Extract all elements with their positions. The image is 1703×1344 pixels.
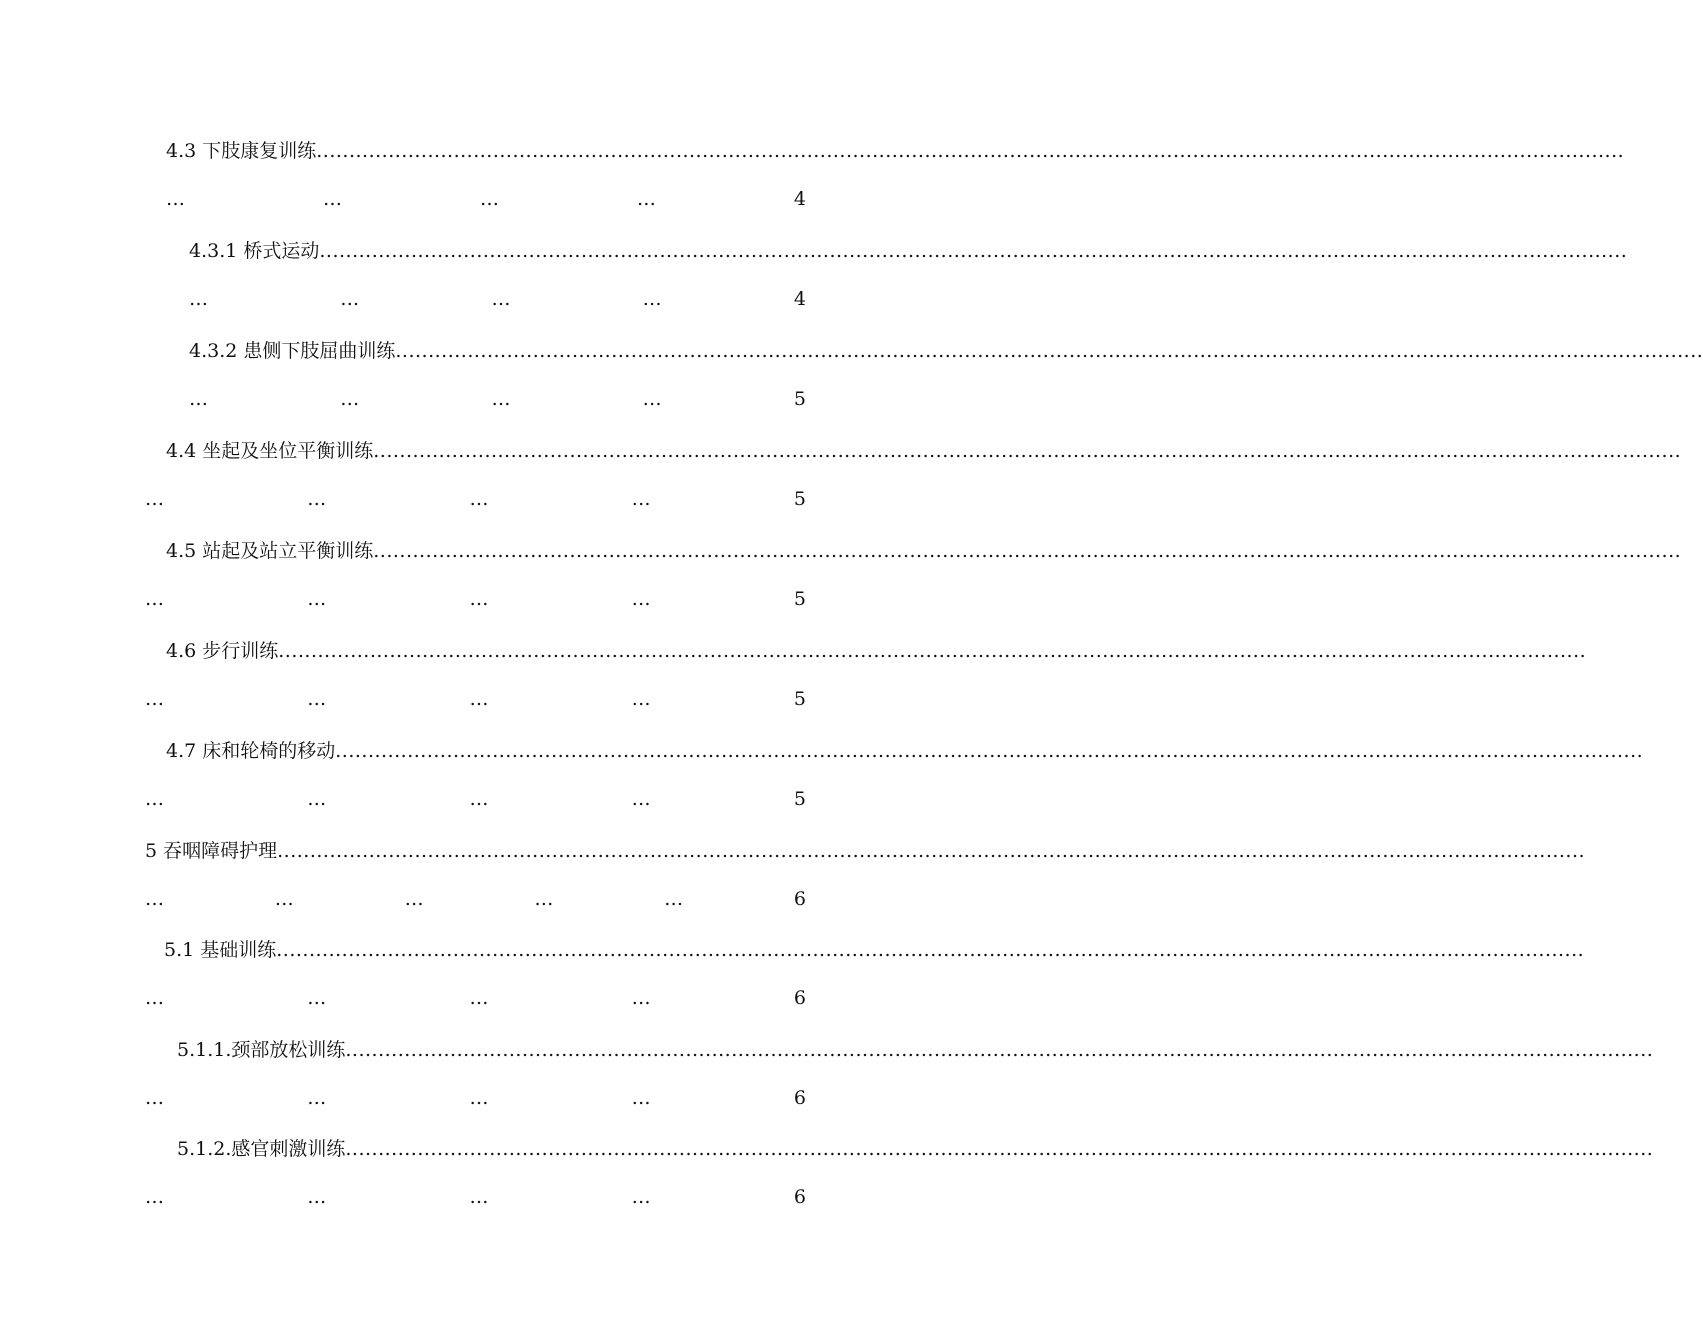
toc-entry[interactable]: [0, 838, 1586, 938]
toc-entry-continuation: [189, 386, 806, 412]
ellipsis: …: [469, 588, 489, 610]
ellipsis: …: [469, 987, 489, 1009]
page-number: 5: [793, 588, 806, 610]
toc-entry-continuation: [145, 1085, 806, 1111]
toc-entry-line: [166, 738, 1644, 764]
page-number: 6: [793, 1087, 806, 1109]
ellipsis: …: [189, 388, 208, 410]
toc-entry[interactable]: [0, 238, 1628, 338]
toc-entry-title: 4.3.1 桥式运动: [189, 240, 320, 262]
toc-entry[interactable]: [0, 338, 1703, 438]
toc-entry-title: 5.1.1.颈部放松训练: [177, 1039, 346, 1061]
dot-leader: ........................................................................................................................................................................................................: [319, 240, 1628, 262]
toc-entry-continuation: [145, 686, 806, 712]
ellipsis: …: [631, 987, 651, 1009]
toc-entry-continuation: [145, 886, 806, 912]
ellipsis: …: [491, 388, 511, 410]
dot-leader: ........................................................................................................................................................................................................: [345, 1039, 1654, 1061]
ellipsis: …: [491, 288, 511, 310]
toc-entry-line: [166, 638, 1587, 664]
dot-leader: ........................................................................................................................................................................................................: [395, 340, 1703, 362]
ellipsis: …: [404, 888, 424, 910]
toc-entry-title: 5 吞咽障碍护理: [145, 840, 278, 862]
toc-entry-title: 5.1 基础训练: [164, 939, 277, 961]
ellipsis: …: [642, 388, 662, 410]
toc-entry[interactable]: [0, 438, 1682, 538]
toc-entry-line: [166, 538, 1682, 564]
toc-entry-continuation: [145, 586, 806, 612]
toc-entry-line: [177, 1136, 1654, 1162]
dot-leader: ........................................................................................................................................................................................................: [373, 440, 1682, 462]
toc-entry-line: [189, 338, 1703, 364]
toc-entry[interactable]: [0, 937, 1585, 1037]
ellipsis: …: [145, 888, 164, 910]
toc-entry-line: [166, 138, 1625, 164]
ellipsis: …: [631, 1186, 651, 1208]
ellipsis: …: [145, 1186, 164, 1208]
ellipsis: …: [340, 288, 360, 310]
dot-leader: ........................................................................................................................................................................................................: [276, 939, 1585, 961]
toc-entry[interactable]: [0, 1136, 1654, 1236]
ellipsis: …: [469, 688, 489, 710]
ellipsis: …: [631, 688, 651, 710]
page-number: 4: [793, 288, 806, 310]
toc-entry[interactable]: [0, 738, 1644, 838]
ellipsis: …: [631, 1087, 651, 1109]
toc-entry-title: 5.1.2.感官刺激训练: [177, 1138, 346, 1160]
ellipsis: …: [145, 588, 164, 610]
toc-entry-line: [164, 937, 1585, 963]
ellipsis: …: [322, 188, 342, 210]
ellipsis: …: [307, 1087, 327, 1109]
toc-entry-line: [189, 238, 1628, 264]
toc-entry[interactable]: [0, 138, 1625, 238]
ellipsis: …: [189, 288, 208, 310]
toc-entry[interactable]: [0, 1037, 1654, 1137]
toc-entry-line: [145, 838, 1586, 864]
page-number: 6: [793, 987, 806, 1009]
ellipsis: …: [307, 688, 327, 710]
ellipsis: …: [145, 688, 164, 710]
toc-entry-continuation: [166, 186, 806, 212]
ellipsis: …: [307, 488, 327, 510]
toc-entry-title: 4.7 床和轮椅的移动: [166, 740, 336, 762]
ellipsis: …: [469, 788, 489, 810]
ellipsis: …: [166, 188, 185, 210]
toc-entry-title: 4.4 坐起及坐位平衡训练: [166, 440, 374, 462]
toc-entry[interactable]: [0, 638, 1587, 738]
page-number: 5: [793, 788, 806, 810]
toc-entry-line: [166, 438, 1682, 464]
ellipsis: …: [307, 987, 327, 1009]
toc-entry-continuation: [145, 985, 806, 1011]
ellipsis: …: [469, 1186, 489, 1208]
ellipsis: …: [307, 1186, 327, 1208]
ellipsis: …: [145, 987, 164, 1009]
toc-entry-continuation: [145, 1184, 806, 1210]
toc-entry-title: 4.5 站起及站立平衡训练: [166, 540, 374, 562]
ellipsis: …: [307, 788, 327, 810]
dot-leader: ........................................................................................................................................................................................................: [278, 640, 1587, 662]
page-number: 5: [793, 688, 806, 710]
ellipsis: …: [307, 588, 327, 610]
ellipsis: …: [145, 1087, 164, 1109]
toc-entry-title: 4.6 步行训练: [166, 640, 279, 662]
page-number: 5: [793, 488, 806, 510]
toc-entry-continuation: [145, 786, 806, 812]
ellipsis: …: [534, 888, 554, 910]
toc-entry[interactable]: [0, 538, 1682, 638]
toc-entry-title: 4.3 下肢康复训练: [166, 140, 317, 162]
ellipsis: …: [340, 388, 360, 410]
toc-entry-title: 4.3.2 患侧下肢屈曲训练: [189, 340, 396, 362]
toc-entry-line: [177, 1037, 1654, 1063]
toc-entry-continuation: [145, 486, 806, 512]
ellipsis: …: [469, 488, 489, 510]
ellipsis: …: [664, 888, 684, 910]
dot-leader: ........................................................................................................................................................................................................: [373, 540, 1682, 562]
ellipsis: …: [479, 188, 499, 210]
dot-leader: ........................................................................................................................................................................................................: [316, 140, 1625, 162]
ellipsis: …: [274, 888, 294, 910]
dot-leader: ........................................................................................................................................................................................................: [345, 1138, 1654, 1160]
page-number: 5: [793, 388, 806, 410]
ellipsis: …: [145, 488, 164, 510]
ellipsis: …: [636, 188, 656, 210]
page-number: 6: [793, 1186, 806, 1208]
dot-leader: ........................................................................................................................................................................................................: [277, 840, 1586, 862]
page-number: 4: [793, 188, 806, 210]
page-number: 6: [793, 888, 806, 910]
ellipsis: …: [469, 1087, 489, 1109]
toc-entry-continuation: [189, 286, 806, 312]
dot-leader: ........................................................................................................................................................................................................: [335, 740, 1644, 762]
ellipsis: …: [642, 288, 662, 310]
ellipsis: …: [631, 788, 651, 810]
ellipsis: …: [145, 788, 164, 810]
ellipsis: …: [631, 588, 651, 610]
ellipsis: …: [631, 488, 651, 510]
